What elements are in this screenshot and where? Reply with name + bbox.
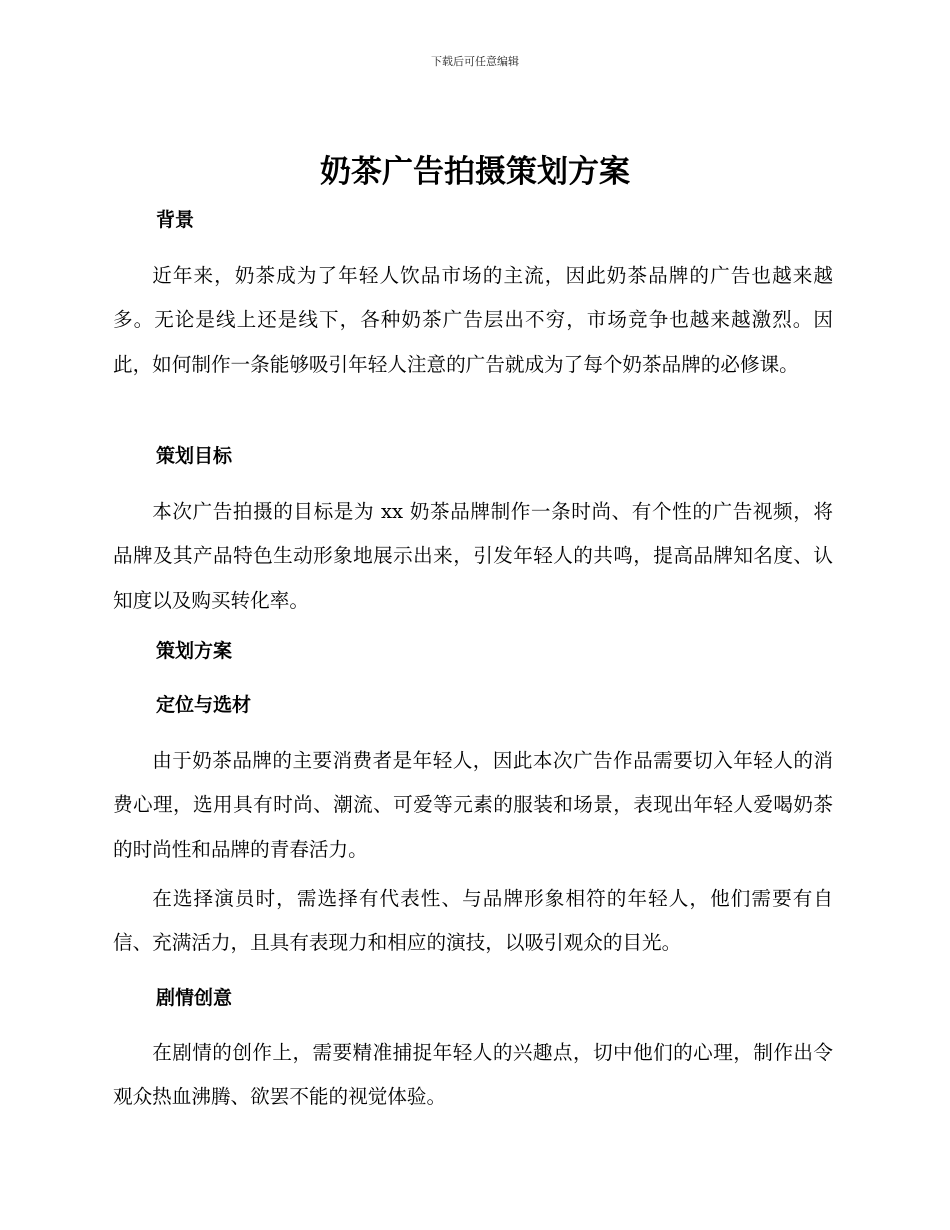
section-heading-goal: 策划目标 [156, 445, 233, 467]
paragraph-positioning-1: 由于奶茶品牌的主要消费者是年轻人，因此本次广告作品需要切入年轻人的消费心理，选用具有时尚、潮流、可爱等元素的服装和场景，表现出年轻人爱喝奶茶的时尚性和品牌的青春活力。 [113, 749, 833, 861]
paragraph-goal: 本次广告拍摄的目标是为 xx 奶茶品牌制作一条时尚、有个性的广告视频，将品牌及其产品特色生动形象地展示出来，引发年轻人的共鸣，提高品牌知名度、认知度以及购买转化率。 [113, 500, 833, 612]
document-title: 奶茶广告拍摄策划方案 [320, 154, 630, 190]
section-heading-background: 背景 [156, 209, 195, 231]
section-heading-plot: 剧情创意 [156, 987, 233, 1009]
paragraph-background: 近年来，奶茶成为了年轻人饮品市场的主流，因此奶茶品牌的广告也越来越多。无论是线上还是线下，各种奶茶广告层出不穷，市场竞争也越来越激烈。因此，如何制作一条能够吸引年轻人注意的广告就成为了每个奶茶品牌的必修课。 [113, 264, 833, 376]
paragraph-positioning-2: 在选择演员时，需选择有代表性、与品牌形象相符的年轻人，他们需要有自信、充满活力，且具有表现力和相应的演技，以吸引观众的目光。 [113, 887, 833, 955]
section-heading-positioning: 定位与选材 [156, 694, 252, 716]
paragraph-plot: 在剧情的创作上，需要精准捕捉年轻人的兴趣点，切中他们的心理，制作出令观众热血沸腾、欲罢不能的视觉体验。 [113, 1041, 833, 1109]
page-header-note: 下载后可任意编辑 [431, 55, 519, 68]
section-heading-plan: 策划方案 [156, 640, 233, 662]
